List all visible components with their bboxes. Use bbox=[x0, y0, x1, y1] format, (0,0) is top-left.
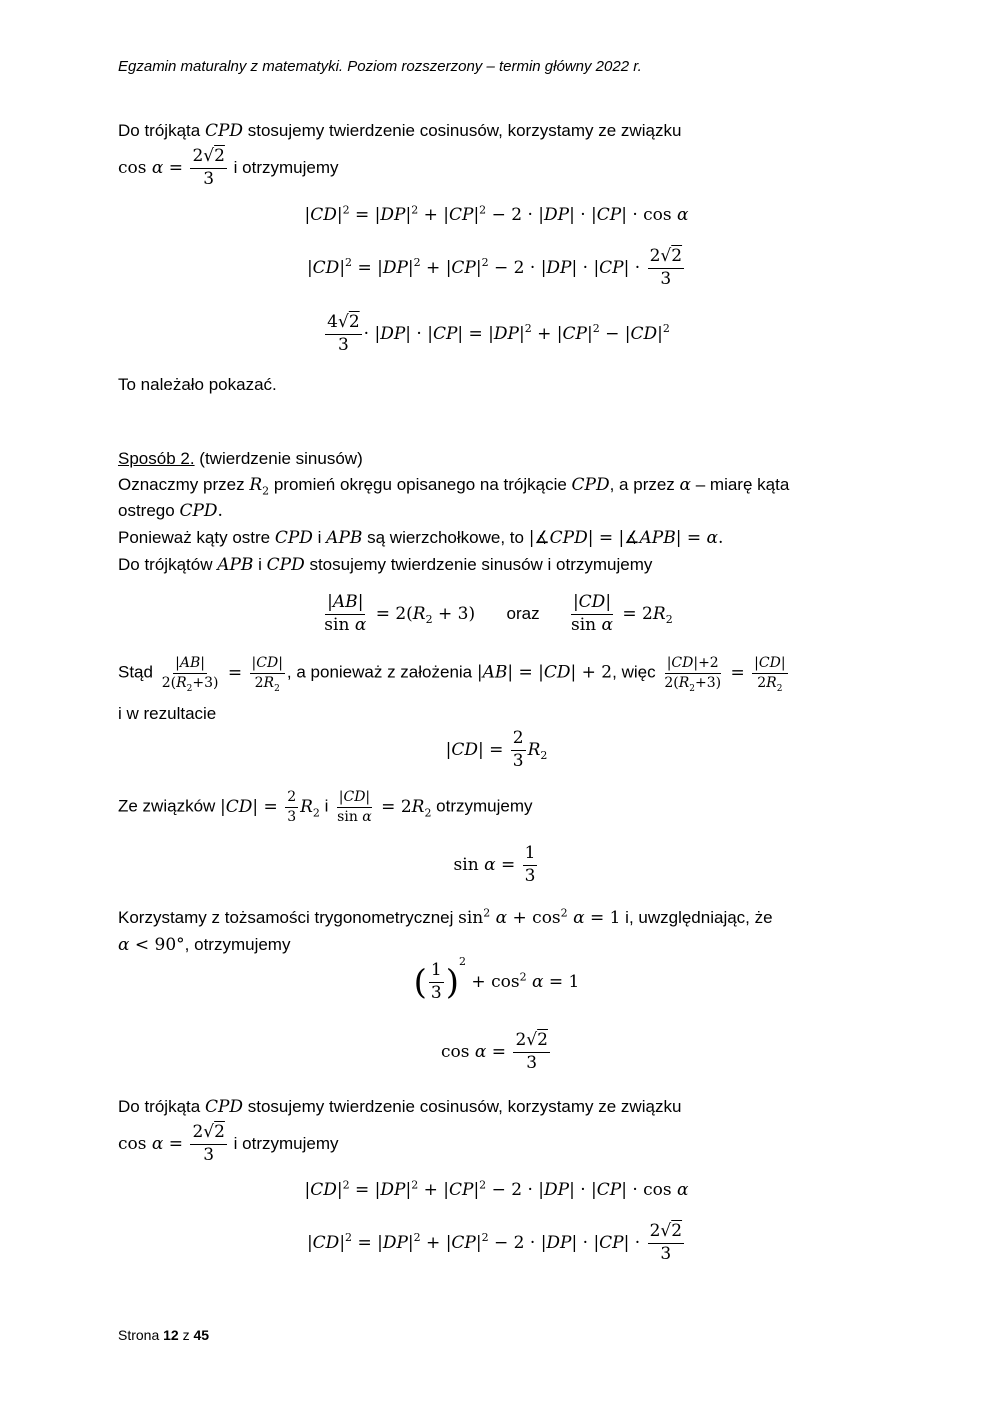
rezultat-text: i w rezultacie bbox=[118, 704, 217, 723]
sin-alpha-eq: sin α = $\frac{1}{3}$ bbox=[453, 843, 536, 886]
law-of-cosines-eq-5: $|CD|^2 = |DP|^2 + |CP|^2 - 2 \cdot |DP| \cdot |CP|$ · $\frac{2√2}{3}$ bbox=[306, 1221, 683, 1264]
method2-line1: Oznaczmy przez $R_2$ promień okręgu opisanego na trójkącie CPD, a przez α – miarę kąta bbox=[118, 475, 790, 498]
conclusion-text: To należało pokazać. bbox=[118, 375, 277, 394]
identity-substitution-eq: ( $\frac{1}{3}$ )$^2 + \cos^2 \alpha = 1$ bbox=[413, 955, 580, 1003]
page-header: Egzamin maturalny z matematyki. Poziom rozszerzony – termin główny 2022 r. bbox=[118, 58, 642, 75]
method2-line3: Ponieważ kąty ostre CPD i APB są wierzchołkowe, to |∡CPD| = |∡APB| = α. bbox=[118, 528, 724, 548]
alpha-condition-line: α < 90°, otrzymujemy bbox=[118, 935, 291, 955]
page-footer: Strona 12 z 45 bbox=[118, 1327, 210, 1343]
cd-equals-eq: |CD| = $\frac{2}{3}$ $R_2$ bbox=[445, 728, 548, 771]
korzystamy-line: Korzystamy z tożsamości trygonometrycznej $\sin^2 \alpha + \cos^2 \alpha = 1$ i, uwzględniając, że bbox=[118, 906, 773, 928]
law-of-sines-eqs: $\frac{|AB|}{\text{sin α}}$ = $2(R_2 + 3)$ oraz $\frac{|CD|}{\text{sin α}}$ = $2R_2$ bbox=[324, 592, 673, 635]
ze-zwiazkow-line: Ze związków |CD| = $\frac{2}{3}$ $R_2$ i $\frac{|CD|}{\text{sin α}}$ = $2R_2$ otrzymujemy bbox=[118, 789, 533, 825]
method2-line2: ostrego CPD. bbox=[118, 501, 223, 521]
law-of-cosines-eq-1: $|CD|^2 = |DP|^2 + |CP|^2 - 2 \cdot |DP| \cdot |CP| \cdot \cos \alpha$ bbox=[304, 203, 689, 225]
law-of-cosines-eq-2: $|CD|^2 = |DP|^2 + |CP|^2 - 2 \cdot |DP| \cdot |CP|$ · $\frac{2√2}{3}$ bbox=[306, 246, 683, 289]
method2-heading: Sposób 2. (twierdzenie sinusów) bbox=[118, 449, 363, 468]
cos-alpha-eq: cos α = $\frac{2√2}{3}$ bbox=[441, 1030, 548, 1073]
cosine-relation-2: cos α = $\frac{2√2}{3}$ i otrzymujemy bbox=[118, 1122, 339, 1165]
law-of-cosines-eq-3: $\frac{4√2}{3}$ · $|DP| \cdot |CP| = |DP|^2 + |CP|^2 - |CD|^2$ bbox=[327, 312, 670, 355]
cosine-intro-1: Do trójkąta CPD stosujemy twierdzenie cosinusów, korzystamy ze związku bbox=[118, 121, 682, 141]
law-of-cosines-eq-4: $|CD|^2 = |DP|^2 + |CP|^2 - 2 \cdot |DP| \cdot |CP| \cdot \cos \alpha$ bbox=[304, 1178, 689, 1200]
cosine-intro-2: Do trójkąta CPD stosujemy twierdzenie cosinusów, korzystamy ze związku bbox=[118, 1097, 682, 1117]
page-number: 12 bbox=[163, 1327, 179, 1343]
stad-line: Stąd $\frac{|AB|}{2(R_2+3)}$ = $\frac{|CD|}{2R_2}$ , a ponieważ z założenia |AB| = |CD| + 2, więc $\frac{|CD|+2}{2(R_2+3)}$ = $\frac{|CD|}{2R_2}$ bbox=[118, 655, 786, 694]
cosine-relation-1: cos α = $\frac{2√2}{3}$ i otrzymujemy bbox=[118, 146, 339, 189]
method2-line4: Do trójkątów APB i CPD stosujemy twierdzenie sinusów i otrzymujemy bbox=[118, 555, 653, 575]
page-total: 45 bbox=[193, 1327, 210, 1343]
